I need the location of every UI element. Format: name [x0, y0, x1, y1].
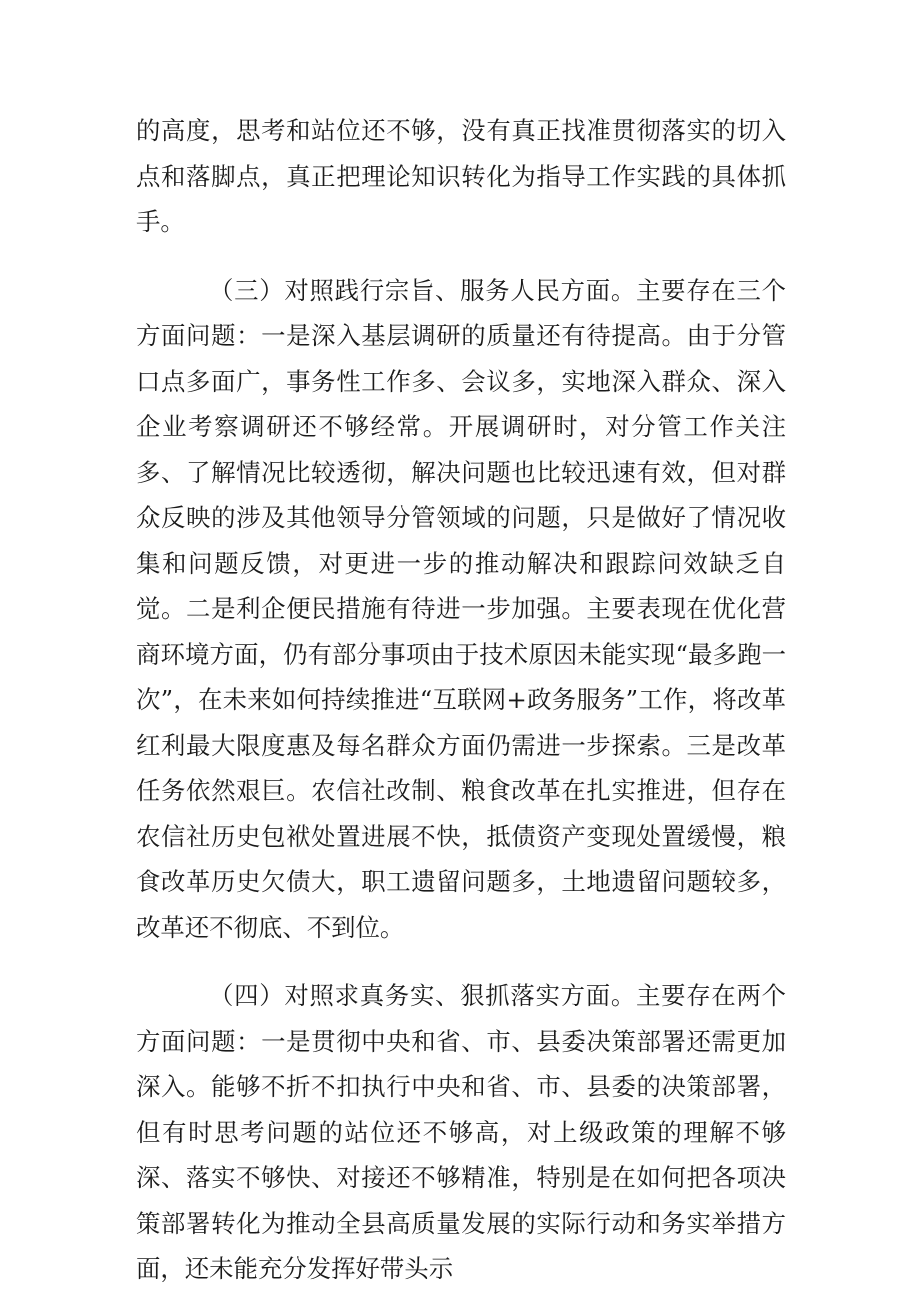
paragraph-continuation: 的高度，思考和站位还不够，没有真正找准贯彻落实的切入点和落脚点，真正把理论知识转化为指导工作实践的具体抓手。 — [136, 116, 786, 236]
paragraph-gap — [136, 245, 786, 268]
paragraph-gap — [136, 950, 786, 973]
paragraph-section-four: （四）对照求真务实、狠抓落实方面。主要存在两个方面问题：一是贯彻中央和省、市、县委决策部署还需更加深入。能够不折不扣执行中央和省、市、县委的决策部署，但有时思考问题的站位还不够高，对上级政策的理解不够深、落实不够快、对接还不够精准，特别是在如何把各项决策部署转化为推动全县高质量发展的实际行动和务实举措方面，还未能充分发挥好带头示 — [136, 981, 786, 1283]
paragraph-section-three: （三）对照践行宗旨、服务人民方面。主要存在三个方面问题：一是深入基层调研的质量还有待提高。由于分管口点多面广，事务性工作多、会议多，实地深入群众、深入企业考察调研还不够经常。开展调研时，对分管工作关注多、了解情况比较透彻，解决问题也比较迅速有效，但对群众反映的涉及其他领导分管领域的问题，只是做好了情况收集和问题反馈，对更进一步的推动解决和跟踪问效缺乏自觉。二是利企便民措施有待进一步加强。主要表现在优化营商环境方面，仍有部分事项由于技术原因未能实现“最多跑一次”，在未来如何持续推进“互联网+政务服务”工作，将改革红利最大限度惠及每名群众方面仍需进一步探索。三是改革任务依然艰巨。农信社改制、粮食改革在扎实推进，但存在农信社历史包袱处置进展不快，抵债资产变现处置缓慢，粮食改革历史欠债大，职工遗留问题多，土地遗留问题较多，改革还不彻底、不到位。 — [136, 275, 786, 942]
document-body — [136, 108, 786, 1292]
